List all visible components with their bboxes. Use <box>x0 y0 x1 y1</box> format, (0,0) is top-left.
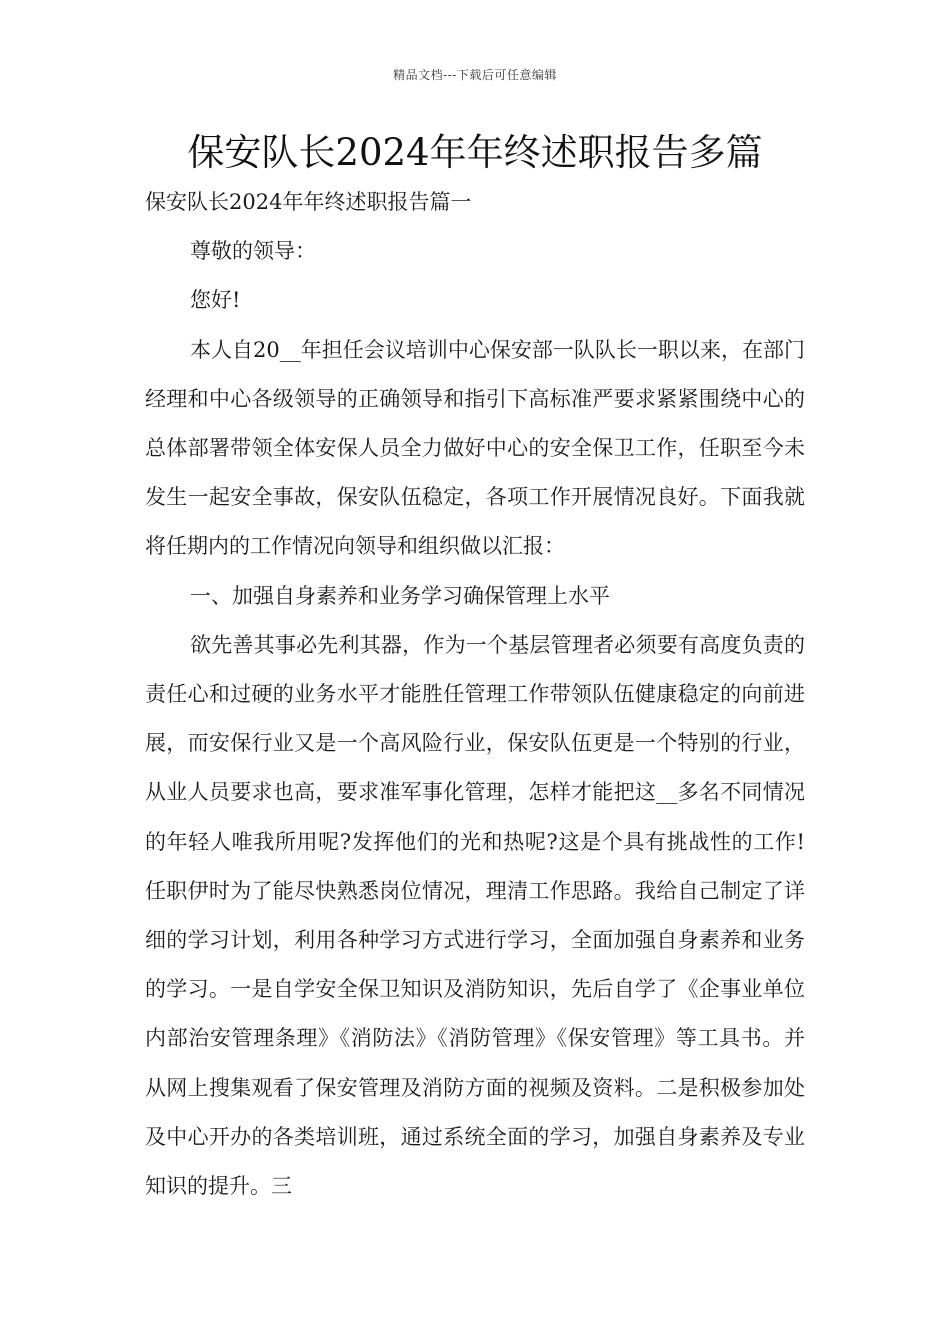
header-note: 精品文档---下载后可任意编辑 <box>393 68 557 82</box>
document-body <box>145 178 805 1211</box>
body-paragraph-intro: 本人自20__年担任会议培训中心保安部一队队长一职以来，在部门经理和中心各级领导的正确领导和指引下高标准严要求紧紧围绕中心的总体部署带领全体安保人员全力做好中心的安全保卫工作，任职至今未发生一起安全事故，保安队伍稳定，各项工作开展情况良好。下面我就将任期内的工作情况向领导和组织做以汇报： <box>145 337 805 559</box>
section-title: 保安队长2024年年终述职报告篇一 <box>145 190 472 214</box>
greeting: 您好! <box>190 288 241 313</box>
document-title: 保安队长2024年年终述职报告多篇 <box>187 131 763 174</box>
subsection-heading: 一、加强自身素养和业务学习确保管理上水平 <box>190 583 610 608</box>
salutation: 尊敬的领导： <box>190 239 316 264</box>
body-paragraph-study: 欲先善其事必先利其器，作为一个基层管理者必须要有高度负责的责任心和过硬的业务水平才能胜任管理工作带领队伍健康稳定的向前进展，而安保行业又是一个高风险行业，保安队伍更是一个特别的行业，从业人员要求也高，要求准军事化管理，怎样才能把这__多名不同情况的年轻人唯我所用呢?发挥他们的光和热呢?这是个具有挑战性的工作!任职伊时为了能尽快熟悉岗位情况，理清工作思路。我给自己制定了详细的学习计划，利用各种学习方式进行学习，全面加强自身素养和业务的学习。一是自学安全保卫知识及消防知识，先后自学了《企事业单位内部治安管理条理》《消防法》《消防管理》《保安管理》等工具书。并从网上搜集观看了保安管理及消防方面的视频及资料。二是积极参加处及中心开办的各类培训班，通过系统全面的学习，加强自身素养及专业知识的提升。三 <box>145 632 805 1199</box>
